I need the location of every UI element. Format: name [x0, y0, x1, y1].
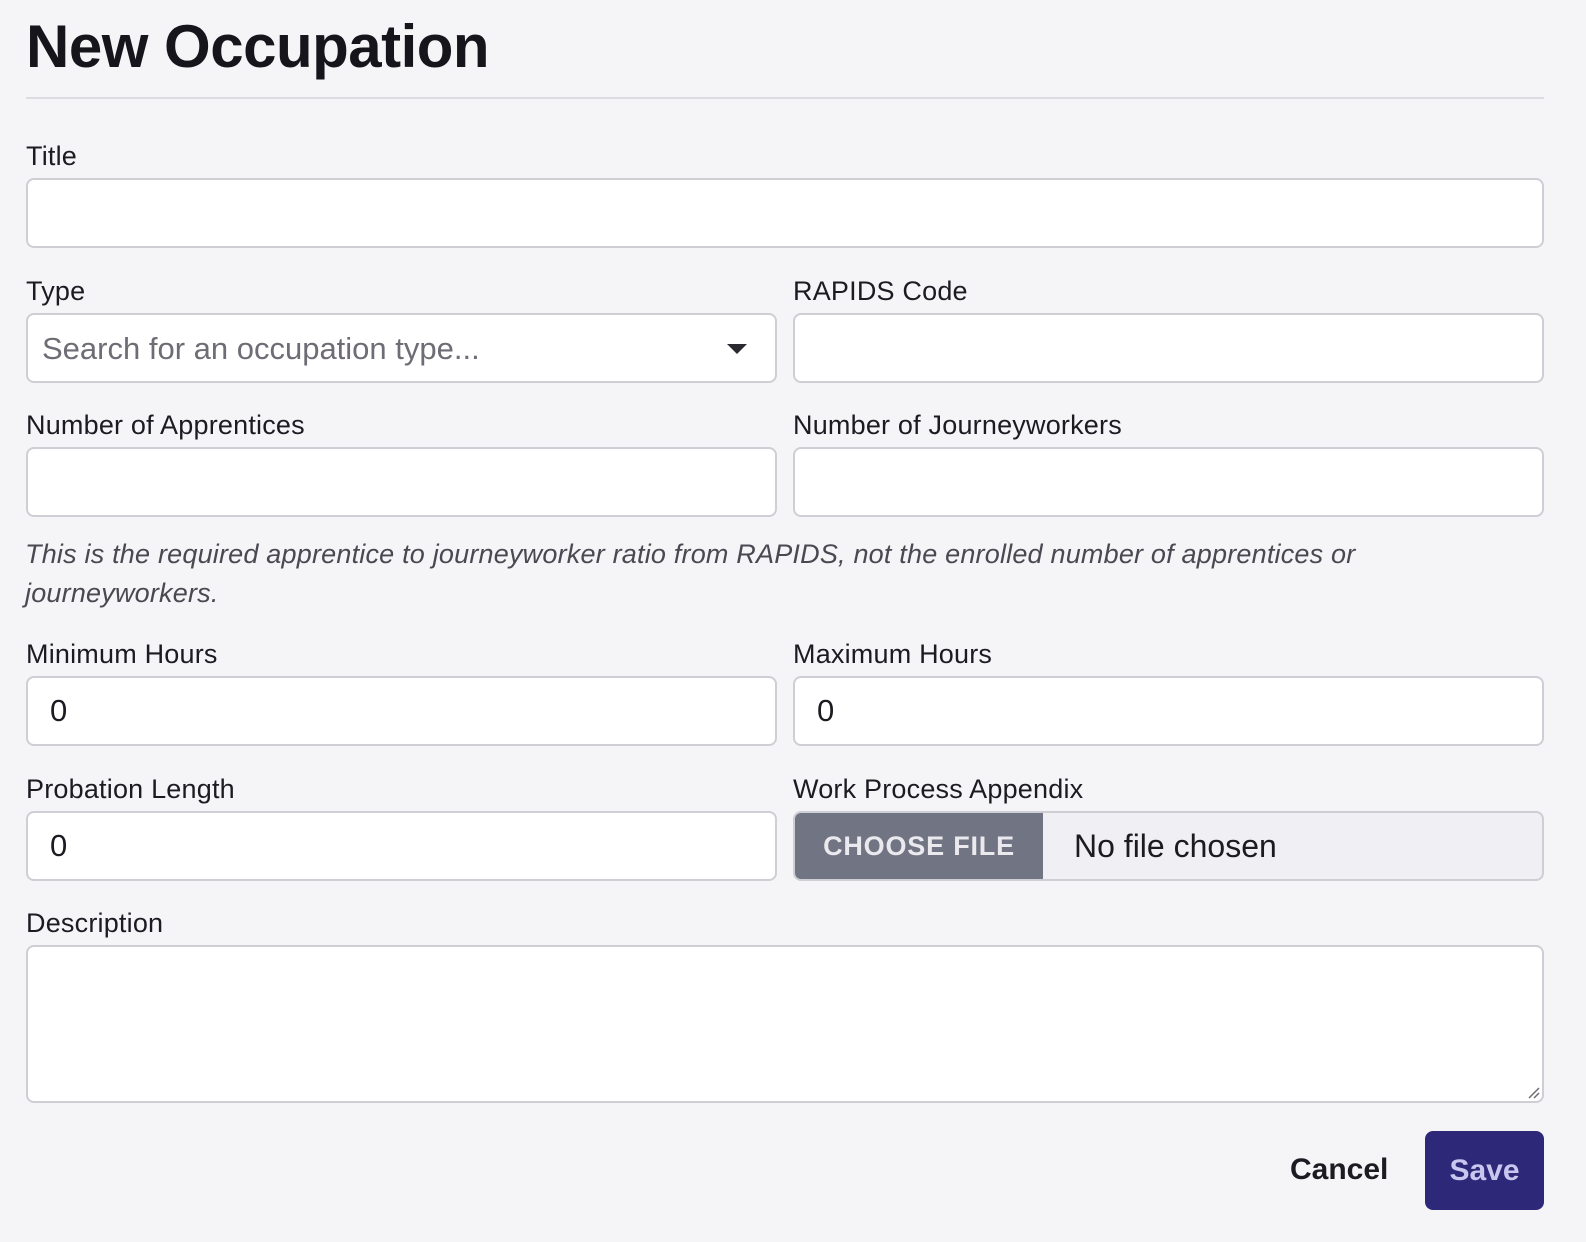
description-label: Description [26, 908, 164, 938]
file-status-text: No file chosen [1074, 828, 1277, 864]
type-label: Type [26, 276, 86, 306]
max-hours-label: Maximum Hours [793, 639, 993, 669]
probation-length-label: Probation Length [26, 774, 235, 804]
cancel-button[interactable]: Cancel [1290, 1153, 1389, 1186]
title-label: Title [26, 141, 78, 171]
resize-grip-icon[interactable] [1526, 1085, 1540, 1099]
num-journeyworkers-input[interactable] [793, 447, 1544, 517]
type-select[interactable] [26, 313, 777, 383]
probation-length-input[interactable] [26, 811, 777, 881]
rapids-code-label: RAPIDS Code [793, 276, 968, 306]
description-container [26, 945, 1544, 1103]
title-divider [26, 97, 1544, 99]
choose-file-button[interactable]: CHOOSE FILE [795, 813, 1043, 879]
rapids-code-input[interactable] [793, 313, 1544, 383]
type-select-placeholder: Search for an occupation type... [42, 331, 480, 366]
description-textarea[interactable] [26, 945, 1544, 1103]
min-hours-input[interactable] [26, 676, 777, 746]
num-apprentices-input[interactable] [26, 447, 777, 517]
save-button[interactable]: Save [1425, 1131, 1544, 1210]
min-hours-label: Minimum Hours [26, 639, 218, 669]
title-input[interactable] [26, 178, 1544, 248]
work-process-appendix-label: Work Process Appendix [793, 774, 1084, 804]
max-hours-input[interactable] [793, 676, 1544, 746]
num-journeyworkers-label: Number of Journeyworkers [793, 410, 1122, 440]
chevron-down-icon[interactable] [727, 344, 747, 354]
work-process-appendix-file-input[interactable] [793, 811, 1544, 881]
num-apprentices-label: Number of Apprentices [26, 410, 305, 440]
ratio-help-text: This is the required apprentice to journeyworker ratio from RAPIDS, not the enrolled number of apprentices or journeyworkers. [25, 539, 1356, 608]
page-title: New Occupation [26, 13, 490, 80]
